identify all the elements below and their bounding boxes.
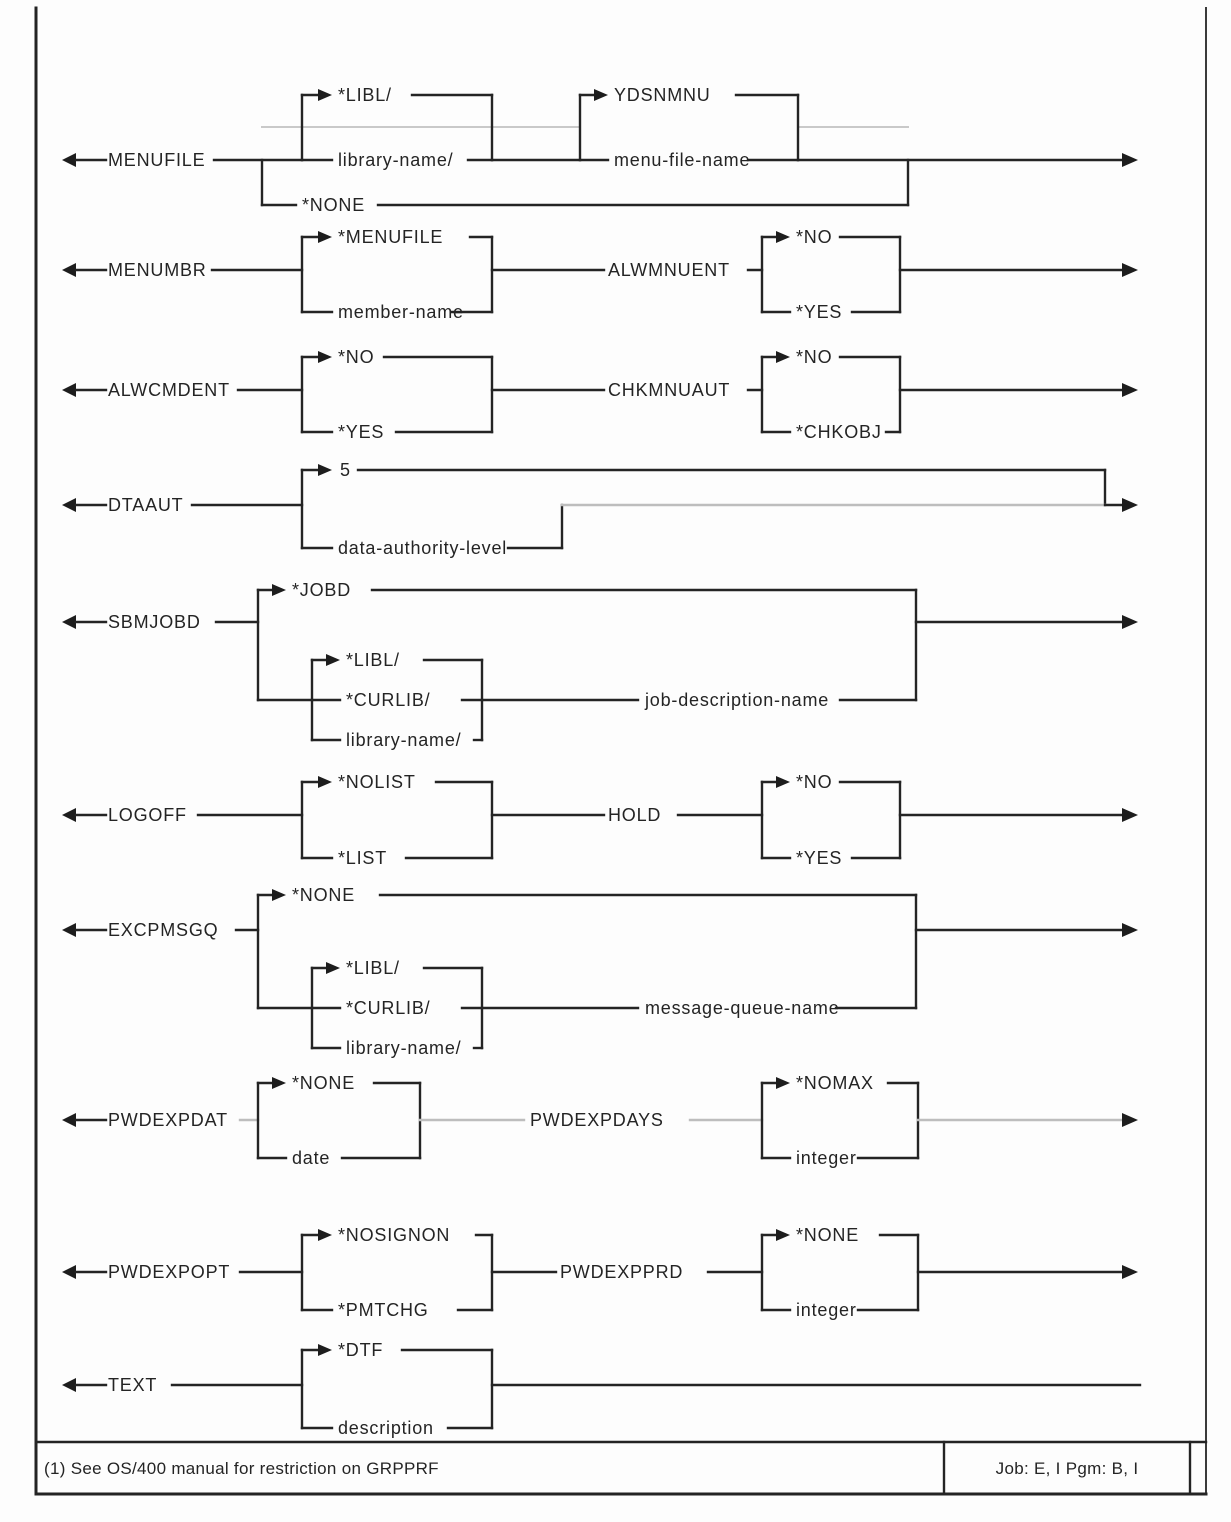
- default-arrow-icon: [326, 654, 340, 666]
- param-label: EXCPMSGQ: [108, 920, 219, 940]
- default-arrow-icon: [318, 464, 332, 476]
- option-default: 5: [340, 460, 351, 480]
- option-alt: menu-file-name: [614, 150, 751, 170]
- row-logoff: [62, 772, 1138, 868]
- line-end-arrow-icon: [1122, 615, 1138, 629]
- line-end-arrow-icon: [1122, 1113, 1138, 1127]
- option-default: *MENUFILE: [338, 227, 444, 247]
- option-alt: library-name/: [338, 150, 454, 170]
- row-menufile: [62, 85, 1138, 215]
- param-label: TEXT: [108, 1375, 158, 1395]
- line-end-arrow-icon: [1122, 153, 1138, 167]
- line-start-arrow-icon: [62, 1378, 76, 1392]
- option-alt: description: [338, 1418, 434, 1438]
- param-label: PWDEXPDAYS: [530, 1110, 664, 1130]
- option-default: *NOLIST: [338, 772, 416, 792]
- option-alt: data-authority-level: [338, 538, 508, 558]
- param-label: CHKMNUAUT: [608, 380, 731, 400]
- option-lib-alt: library-name/: [346, 1038, 462, 1058]
- param-label: HOLD: [608, 805, 662, 825]
- default-arrow-icon: [318, 351, 332, 363]
- default-arrow-icon: [272, 889, 286, 901]
- default-arrow-icon: [776, 1077, 790, 1089]
- row-pwdexpdat: [62, 1073, 1138, 1168]
- line-start-arrow-icon: [62, 923, 76, 937]
- option-alt: *PMTCHG: [338, 1300, 429, 1320]
- line-end-arrow-icon: [1122, 263, 1138, 277]
- option-default: *NONE: [796, 1225, 860, 1245]
- option-name: job-description-name: [645, 690, 830, 710]
- option-default: *NO: [796, 772, 833, 792]
- default-arrow-icon: [776, 1229, 790, 1241]
- line-start-arrow-icon: [62, 808, 76, 822]
- option-lib-default: *LIBL/: [346, 650, 400, 670]
- line-start-arrow-icon: [62, 263, 76, 277]
- line-start-arrow-icon: [62, 153, 76, 167]
- param-label: PWDEXPOPT: [108, 1262, 231, 1282]
- option-alt: *YES: [796, 302, 843, 322]
- option-default: *NONE: [292, 885, 356, 905]
- footer-job-box-label: Job: E, I Pgm: B, I: [995, 1459, 1139, 1478]
- default-arrow-icon: [776, 776, 790, 788]
- param-label: ALWMNUENT: [608, 260, 730, 280]
- param-label: LOGOFF: [108, 805, 187, 825]
- option-default: *NONE: [292, 1073, 356, 1093]
- line-start-arrow-icon: [62, 498, 76, 512]
- option-lib-alt: library-name/: [346, 730, 462, 750]
- default-arrow-icon: [318, 1344, 332, 1356]
- option-default: *NOMAX: [796, 1073, 874, 1093]
- option-lib-curlib: *CURLIB/: [346, 998, 431, 1018]
- line-start-arrow-icon: [62, 615, 76, 629]
- line-start-arrow-icon: [62, 1265, 76, 1279]
- option-default: YDSNMNU: [614, 85, 711, 105]
- option-default: *JOBD: [292, 580, 352, 600]
- param-label: ALWCMDENT: [108, 380, 230, 400]
- row-pwdexpopt: [62, 1225, 1138, 1320]
- line-end-arrow-icon: [1122, 923, 1138, 937]
- param-label: MENUMBR: [108, 260, 207, 280]
- row-menumbr: [62, 227, 1138, 322]
- footer: [44, 1442, 1190, 1494]
- line-end-arrow-icon: [1122, 498, 1138, 512]
- option-lib-default: *LIBL/: [346, 958, 400, 978]
- row-alwcmdent: [62, 347, 1138, 442]
- option-lib-curlib: *CURLIB/: [346, 690, 431, 710]
- default-arrow-icon: [272, 584, 286, 596]
- option-default: *NO: [796, 347, 833, 367]
- param-label: SBMJOBD: [108, 612, 201, 632]
- default-arrow-icon: [318, 231, 332, 243]
- option-name: message-queue-name: [645, 998, 840, 1018]
- row-sbmjobd: [62, 580, 1138, 750]
- param-label: PWDEXPDAT: [108, 1110, 228, 1130]
- option-alt: date: [292, 1148, 331, 1168]
- option-alt: integer: [796, 1300, 857, 1320]
- param-label: MENUFILE: [108, 150, 206, 170]
- footer-note: (1) See OS/400 manual for restriction on GRPPRF: [44, 1459, 439, 1478]
- option-default: *DTF: [338, 1340, 384, 1360]
- option-bypass: *NONE: [302, 195, 366, 215]
- line-end-arrow-icon: [1122, 808, 1138, 822]
- default-arrow-icon: [326, 962, 340, 974]
- row-text: [62, 1340, 1140, 1438]
- default-arrow-icon: [272, 1077, 286, 1089]
- param-label: DTAAUT: [108, 495, 184, 515]
- default-arrow-icon: [594, 89, 608, 101]
- option-default: *NO: [796, 227, 833, 247]
- line-end-arrow-icon: [1122, 383, 1138, 397]
- default-arrow-icon: [776, 231, 790, 243]
- option-alt: *CHKOBJ: [796, 422, 882, 442]
- option-alt: *YES: [796, 848, 843, 868]
- option-alt: *YES: [338, 422, 385, 442]
- option-default: *NOSIGNON: [338, 1225, 451, 1245]
- row-excpmsgq: [62, 885, 1138, 1058]
- option-default: *LIBL/: [338, 85, 392, 105]
- option-default: *NO: [338, 347, 375, 367]
- line-start-arrow-icon: [62, 1113, 76, 1127]
- option-alt: member-name: [338, 302, 464, 322]
- option-alt: integer: [796, 1148, 857, 1168]
- line-start-arrow-icon: [62, 383, 76, 397]
- default-arrow-icon: [318, 89, 332, 101]
- row-dtaaut: [62, 460, 1138, 558]
- param-label: PWDEXPPRD: [560, 1262, 684, 1282]
- default-arrow-icon: [318, 1229, 332, 1241]
- default-arrow-icon: [318, 776, 332, 788]
- default-arrow-icon: [776, 351, 790, 363]
- line-end-arrow-icon: [1122, 1265, 1138, 1279]
- option-alt: *LIST: [338, 848, 388, 868]
